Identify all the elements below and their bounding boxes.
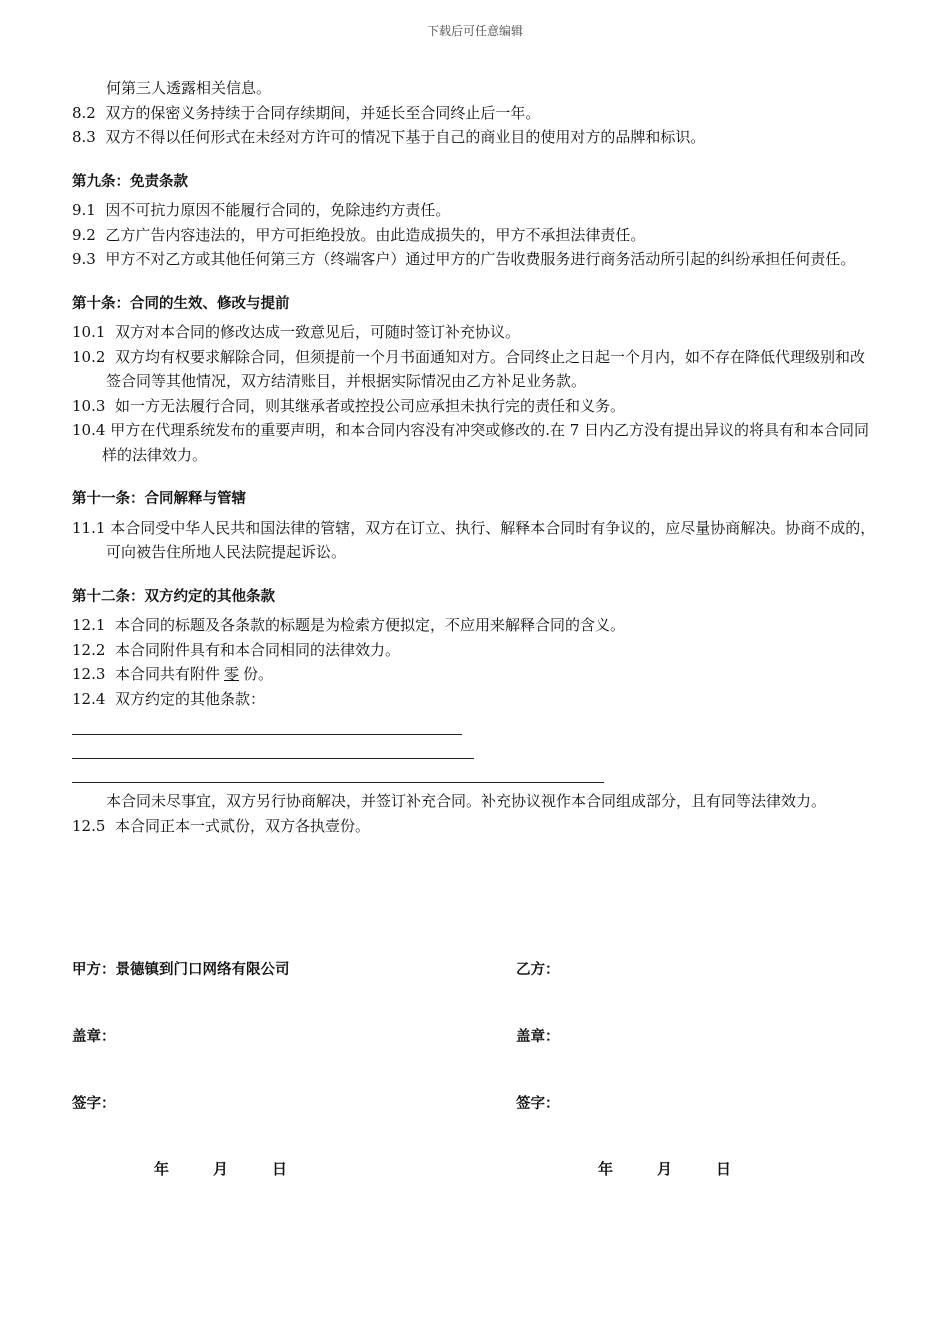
clause-number: 8.2: [72, 103, 96, 122]
date-b-day: 日: [716, 1160, 732, 1178]
clause-text: 甲方不对乙方或其他任何第三方（终端客户）通过甲方的广告收费服务进行商务活动所引起的纠纷承担任何责任。: [105, 250, 856, 268]
seal-a-label: 盖章：: [72, 1029, 116, 1045]
clause-number: 9.1: [72, 201, 96, 219]
clause-number: 12.2: [72, 640, 106, 659]
clause-text: 本合同受中华人民共和国法律的管辖，双方在订立、执行、解释本合同时有争议的，应尽量协商解决。协商不成的，可向被告住所地人民法院提起诉讼。: [106, 518, 876, 561]
seal-b-label: 盖章：: [516, 1029, 560, 1045]
clause-text: 双方约定的其他条款：: [114, 689, 265, 708]
clause-text: 本合同正本一式贰份，双方各执壹份。: [114, 816, 370, 835]
page-header: 下载后可任意编辑: [426, 24, 523, 38]
clause-12-1: [72, 613, 878, 638]
clause-8-3: [72, 125, 878, 150]
party-b-label: 乙方：: [516, 962, 560, 978]
clause-10-4: [72, 418, 878, 467]
clause-number: 10.3: [72, 396, 106, 415]
clause-number: 12.1: [72, 616, 106, 634]
clause-12-5: [72, 814, 878, 839]
clause-text: 甲方在代理系统发布的重要声明，和本合同内容没有冲突或修改的.在 7 日内乙方没有提出异议的将具有和本合同同样的法律效力。: [102, 421, 870, 464]
clause-text: 本合同共有附件: [114, 665, 220, 683]
section-heading-9: 第九条：免责条款: [72, 173, 188, 190]
date-b-month: 月: [657, 1160, 673, 1178]
clause-9-3: [72, 247, 878, 272]
clause-9-2: [72, 223, 878, 248]
clause-text: 乙方广告内容违法的，甲方可拒绝投放。由此造成损失的，甲方不承担法律责任。: [105, 225, 646, 244]
clause-text: 双方均有权要求解除合同，但须提前一个月书面通知对方。合同终止之日起一个月内，如不存在降低代理级别和改签合同等其他情况，双方结清账目，并根据实际情况由乙方补足业务款。: [106, 347, 865, 390]
clause-8-2: [72, 101, 878, 126]
blank-fill-line[interactable]: [72, 758, 474, 759]
clause-8-1-continuation: 何第三人透露相关信息。: [106, 79, 272, 97]
clause-text: 双方的保密义务持续于合同存续期间，并延长至合同终止后一年。: [105, 103, 541, 122]
clause-number: 12.3: [72, 665, 106, 683]
section-heading-10: 第十条：合同的生效、修改与提前: [72, 295, 290, 312]
clause-10-3: [72, 394, 878, 419]
clause-number: 9.3: [72, 250, 96, 268]
clause-12-4: [72, 687, 878, 712]
section-heading-11: 第十一条：合同解释与管辖: [72, 491, 246, 507]
party-a-label: 甲方：景德镇到门口网络有限公司: [72, 962, 290, 978]
blank-lines: [72, 734, 878, 783]
date-b-year: 年: [598, 1160, 614, 1178]
attachment-count: 零: [223, 665, 239, 683]
sign-a-label: 签字：: [72, 1096, 116, 1112]
clause-number: 10.4: [72, 421, 106, 439]
clause-number: 8.3: [72, 128, 96, 146]
clause-text: 双方对本合同的修改达成一致意见后，可随时签订补充协议。: [114, 323, 520, 341]
clause-12-3: [72, 662, 878, 687]
sign-b-label: 签字：: [516, 1096, 560, 1112]
clause-text-suffix: 份。: [242, 665, 273, 683]
clause-number: 10.2: [72, 347, 106, 366]
clause-text: 双方不得以任何形式在未经对方许可的情况下基于自己的商业目的使用对方的品牌和标识。: [105, 128, 706, 146]
clause-10-2: [72, 345, 878, 394]
clause-text: 如一方无法履行合同，则其继承者或控投公司应承担未执行完的责任和义务。: [114, 396, 625, 415]
clause-text: 本合同附件具有和本合同相同的法律效力。: [114, 640, 400, 659]
clause-11-1: [72, 516, 878, 565]
date-a-year: 年: [154, 1160, 170, 1178]
clause-number: 12.4: [72, 689, 106, 708]
clause-text: 本合同的标题及各条款的标题是为检索方便拟定，不应用来解释合同的含义。: [114, 616, 625, 634]
clause-number: 11.1: [72, 518, 106, 537]
clause-9-1: [72, 198, 878, 223]
date-a-day: 日: [272, 1160, 288, 1178]
clause-10-1: [72, 320, 878, 345]
clause-number: 10.1: [72, 323, 106, 341]
clause-number: 9.2: [72, 225, 96, 244]
section-heading-12: 第十二条：双方约定的其他条款: [72, 588, 275, 605]
contract-body: [72, 76, 878, 838]
clause-12-2: [72, 638, 878, 663]
clause-number: 12.5: [72, 816, 106, 835]
supplement-clause: 本合同未尽事宜，双方另行协商解决，并签订补充合同。补充协议视作本合同组成部分，且有同等法律效力。: [106, 792, 827, 810]
blank-fill-line[interactable]: [72, 734, 462, 735]
date-a-month: 月: [213, 1160, 229, 1178]
blank-fill-line[interactable]: [72, 782, 604, 783]
clause-text: 因不可抗力原因不能履行合同的，免除违约方责任。: [105, 201, 451, 219]
